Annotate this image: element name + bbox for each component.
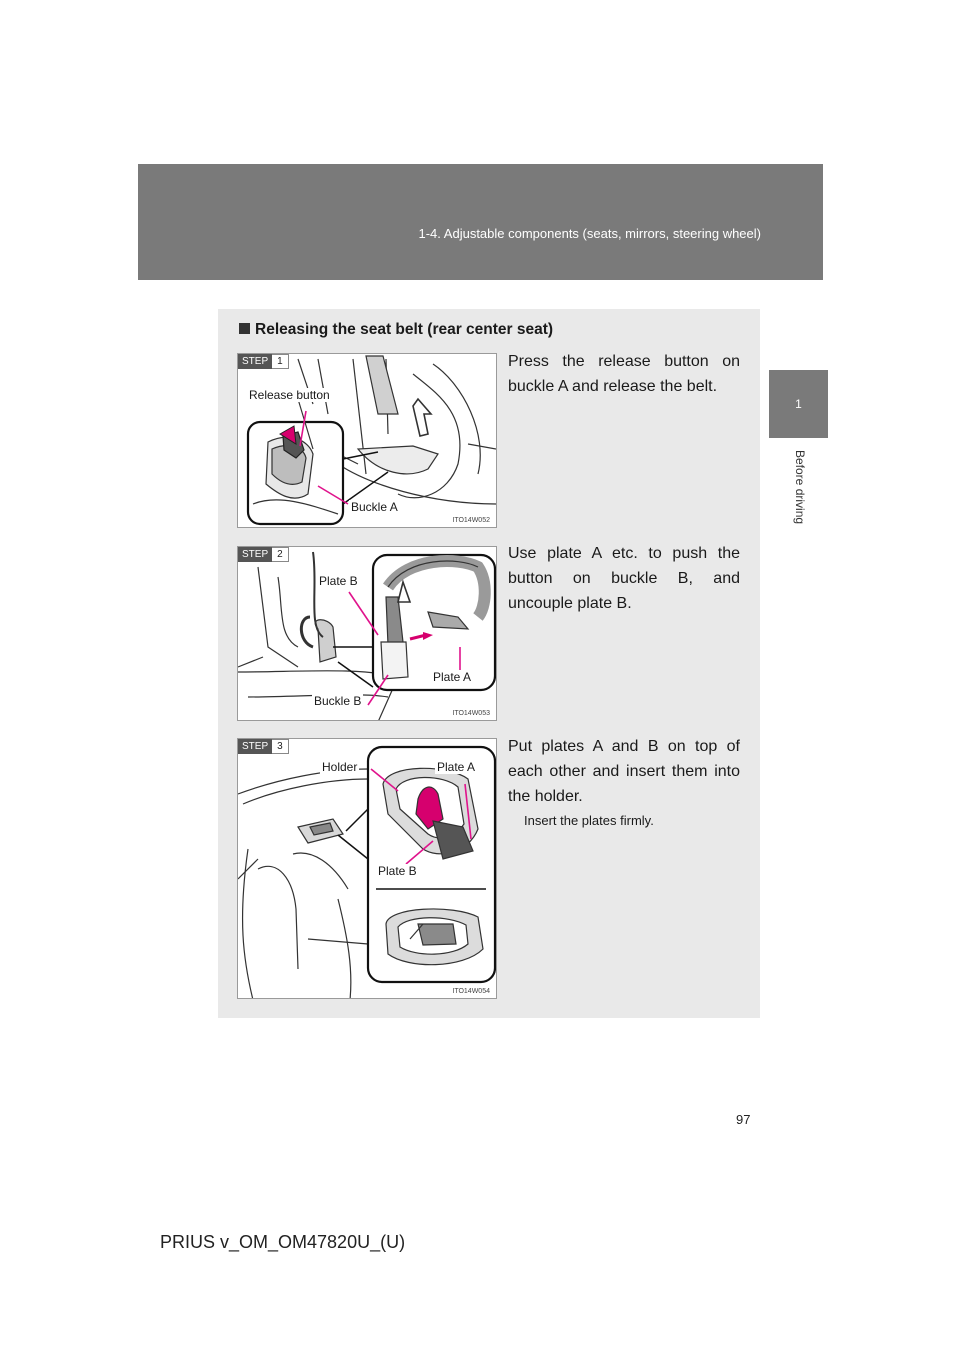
step1-tag [238,354,289,369]
figure-code: ITO14W053 [452,710,490,717]
header-title: 1-4. Adjustable components (seats, mirrors, steering wheel) [418,226,761,241]
buckle-b-illustration [238,547,497,721]
callout-plate-a: Plate A [437,760,476,774]
step-label: STEP [238,354,272,369]
chapter-number: 1 [795,397,802,411]
step3-figure [237,738,497,999]
step3-note: Insert the plates firmly. [524,813,654,828]
page-number: 97 [736,1112,751,1127]
callout-plate-b: Plate B [319,574,358,588]
step3-text: Put plates A and B on top of each other and insert them into the holder. [508,738,740,805]
figure-code: ITO14W052 [452,517,490,524]
callout-plate-a: Plate A [433,670,472,684]
header-band [138,164,823,280]
callout-release-button: Release button [249,388,330,402]
step1-text: Press the release button on buckle A and release the belt. [508,353,740,395]
chapter-label [768,450,828,550]
step-number: 3 [272,739,289,754]
step2-figure [237,546,497,721]
step-number: 2 [272,547,289,562]
step2-text: Use plate A etc. to push the button on buckle B, and uncouple plate B. [508,545,740,612]
step-label: STEP [238,739,272,754]
square-bullet-icon [239,323,250,334]
section-title [239,321,553,339]
step-label: STEP [238,547,272,562]
document-id: PRIUS v_OM_OM47820U_(U) [160,1232,406,1252]
section-title-text: Releasing the seat belt (rear center seat) [255,321,554,338]
step1-figure [237,353,497,528]
callout-holder: Holder [322,760,358,774]
chapter-tab [769,370,828,438]
figure-code: ITO14W054 [452,988,490,995]
callout-buckle-b: Buckle B [314,694,362,708]
callout-buckle-a: Buckle A [351,500,398,514]
step2-tag [238,547,289,562]
callout-plate-b: Plate B [378,864,417,878]
step3-tag [238,739,289,754]
step-number: 1 [272,354,289,369]
holder-illustration [238,739,497,999]
chapter-label-text: Before driving [793,450,807,525]
